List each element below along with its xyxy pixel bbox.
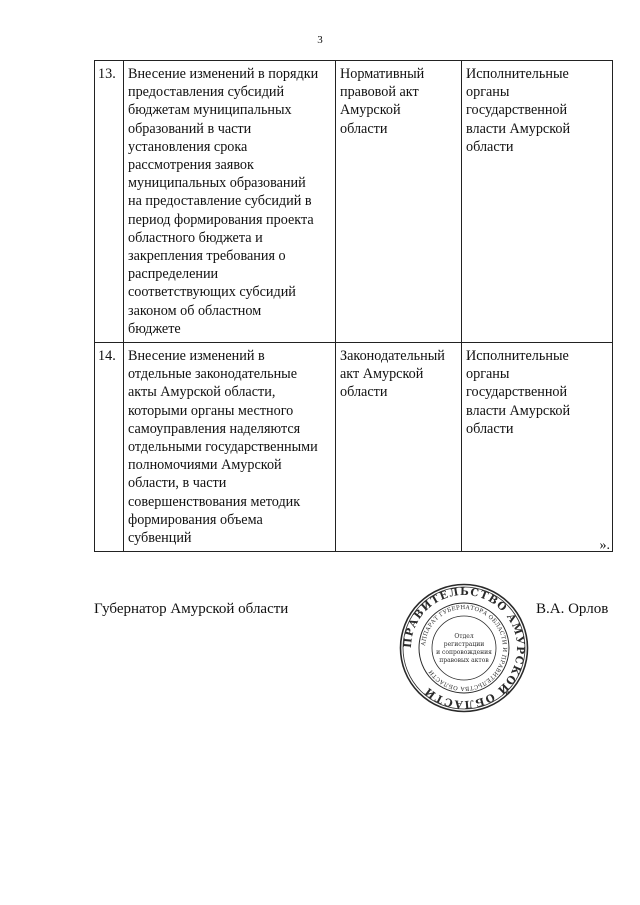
page-number: 3: [317, 34, 323, 46]
table-row: [95, 61, 613, 343]
table-row: [95, 343, 613, 552]
measure-cell: Внесение изменений в порядки предоставления субсидий бюджетам муниципальных образований в части установления срока рассмотрения заявок муниципальных образований на предоставление субсидий в период формирования проекта областного бюджета и закрепления требования о распределении соответствующих субсидий законом об областном бюджете: [124, 61, 336, 343]
seal-inner-text: АППАРАТ ГУБЕРНАТОРА ОБЛАСТИ И ПРАВИТЕЛЬСТВА ОБЛАСТИ: [421, 604, 508, 692]
measures-table: [94, 60, 613, 552]
seal-center-line: Отдел: [454, 633, 474, 640]
executor-cell: Исполнительные органы государственной власти Амурской области: [462, 61, 613, 343]
seal-center-line: регистрации: [443, 641, 485, 648]
signatory-title: Губернатор Амурской области: [94, 601, 289, 617]
seal-center-line: и сопровождения: [436, 649, 492, 656]
seal-center-line: правовых актов: [439, 657, 489, 664]
act-type-cell: Нормативный правовой акт Амурской области: [336, 61, 462, 343]
signatory-name: В.А. Орлов: [536, 601, 609, 617]
measure-cell: Внесение изменений в отдельные законодательные акты Амурской области, которыми органы местного самоуправления наделяются отдельными государственными полномочиями Амурской области, в части совершенствования методик формирования объема субвенций: [124, 343, 336, 552]
official-stamp-seal: [398, 582, 530, 714]
row-number: 13.: [95, 61, 124, 343]
executor-cell: Исполнительные органы государственной власти Амурской области: [462, 343, 613, 552]
act-type-cell: Законодательный акт Амурской области: [336, 343, 462, 552]
seal-outer-text: ПРАВИТЕЛЬСТВО АМУРСКОЙ ОБЛАСТИ: [401, 585, 527, 711]
row-number: 14.: [95, 343, 124, 552]
closing-quote: ».: [599, 538, 610, 553]
